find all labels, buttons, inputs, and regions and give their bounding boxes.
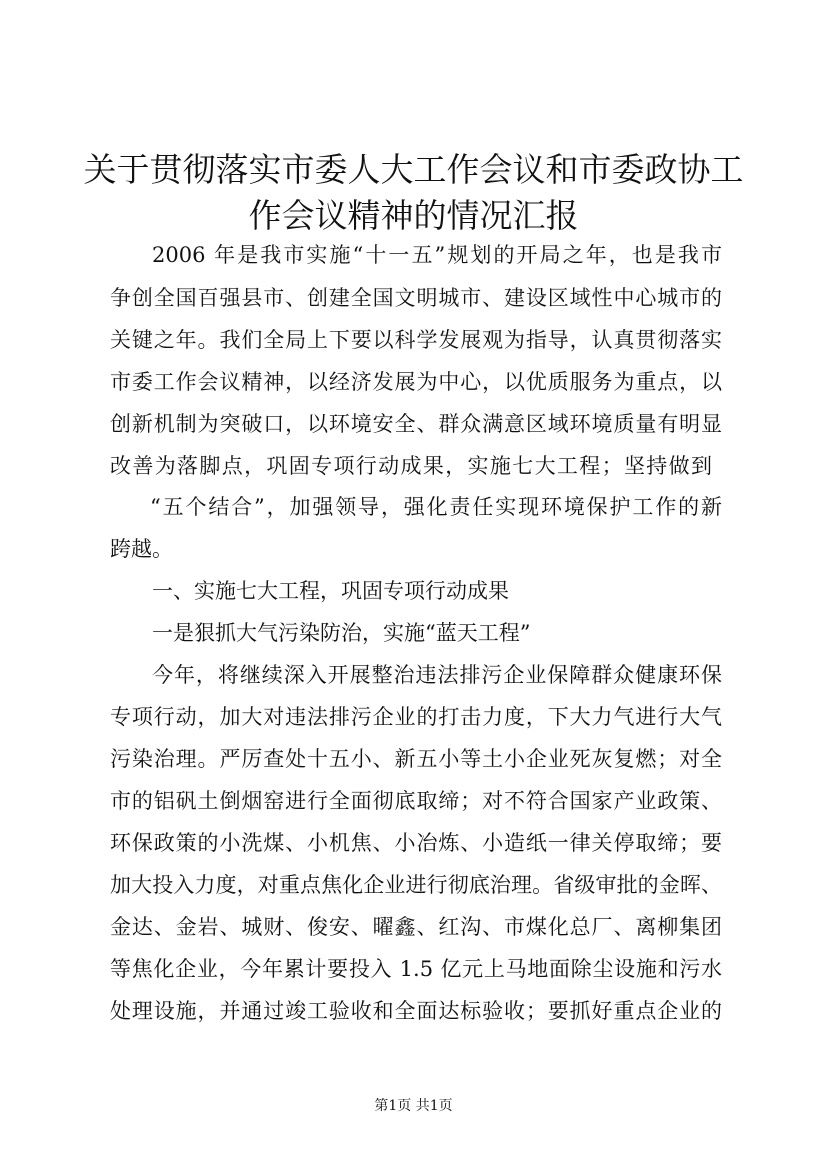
paragraph-line: “五个结合”，加强领导，强化责任实现环境保护工作的新 [150, 495, 722, 519]
paragraph-line: 等焦化企业，今年累计要投入 1.5 亿元上马地面除尘设施和污水 [110, 957, 722, 981]
paragraph-line: 改善为落脚点，巩固专项行动成果，实施七大工程；坚持做到 [110, 454, 712, 478]
paragraph-line: 专项行动，加大对违法排污企业的打击力度，下大力气进行大气 [110, 705, 722, 729]
paragraph-line: 创新机制为突破口，以环境安全、群众满意区域环境质量有明显 [110, 412, 722, 436]
paragraph-line: 污染治理。严厉查处十五小、新五小等土小企业死灰复燃；对全 [110, 747, 722, 771]
subsection-heading: 一是狠抓大气污染防治，实施“蓝天工程” [152, 621, 531, 645]
document-title-line-1: 关于贯彻落实市委人大工作会议和市委政协工 [83, 150, 744, 189]
paragraph-line: 金达、金岩、城财、俊安、曜鑫、红沟、市煤化总厂、离柳集团 [110, 915, 722, 939]
paragraph-line: 跨越。 [110, 537, 173, 561]
paragraph-line: 市委工作会议精神，以经济发展为中心，以优质服务为重点，以 [110, 370, 722, 394]
paragraph-line: 加大投入力度，对重点焦化企业进行彻底治理。省级审批的金晖、 [110, 873, 722, 897]
section-heading: 一、实施七大工程，巩固专项行动成果 [152, 579, 509, 603]
document-title-line-2: 作会议精神的情况汇报 [248, 196, 579, 235]
paragraph-line: 处理设施，并通过竣工验收和全面达标验收；要抓好重点企业的 [110, 999, 722, 1023]
paragraph-line: 今年，将继续深入开展整治违法排污企业保障群众健康环保 [152, 663, 722, 687]
paragraph-line: 争创全国百强县市、创建全国文明城市、建设区域性中心城市的 [110, 286, 722, 310]
paragraph-line: 2006 年是我市实施“十一五”规划的开局之年，也是我市 [152, 243, 722, 267]
paragraph-line: 关键之年。我们全局上下要以科学发展观为指导，认真贯彻落实 [110, 328, 722, 352]
paragraph-line: 市的铝矾土倒烟窑进行全面彻底取缔；对不符合国家产业政策、 [110, 789, 722, 813]
page-number-footer: 第1页 共1页 [374, 1098, 453, 1114]
paragraph-line: 环保政策的小洗煤、小机焦、小冶炼、小造纸一律关停取缔；要 [110, 831, 722, 855]
